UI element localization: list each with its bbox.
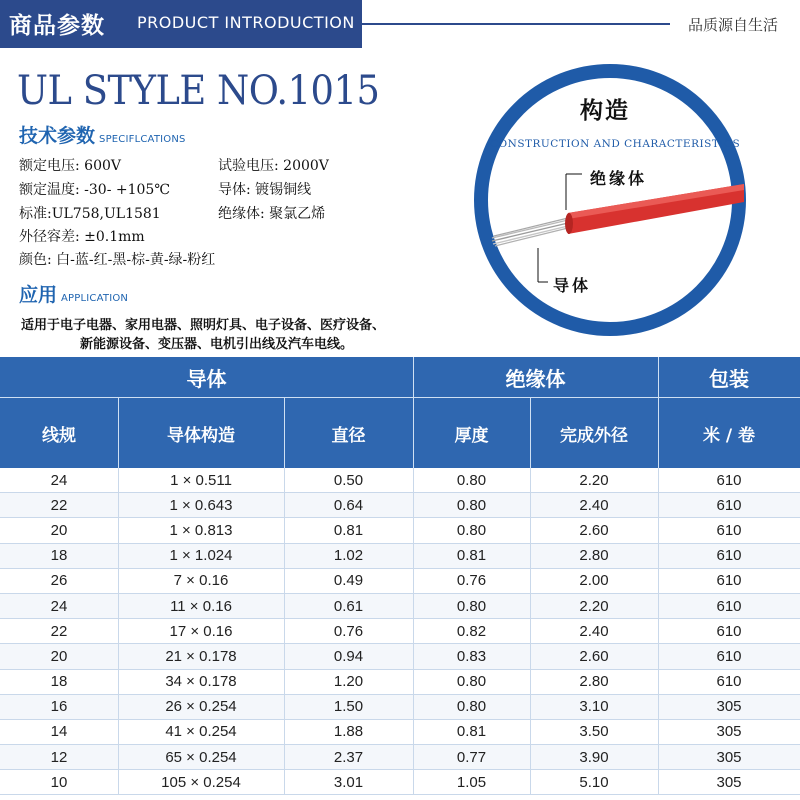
spec-rated-voltage: 额定电压: 600V	[19, 158, 121, 174]
spec-od-tolerance: 外径容差: ±0.1mm	[19, 229, 145, 245]
table-row	[0, 493, 800, 518]
row-divider	[118, 670, 119, 694]
row-divider	[118, 720, 119, 744]
row-divider	[118, 569, 119, 593]
cell-diameter: 0.76	[333, 622, 364, 640]
cell-od: 2.80	[579, 673, 609, 691]
spec-conductor: 导体: 镀锡铜线	[218, 182, 312, 198]
cell-gauge: 12	[50, 748, 68, 766]
cell-construction: 1 × 0.813	[169, 521, 233, 539]
spec-insulation: 绝缘体: 聚氯乙烯	[218, 206, 326, 222]
group-header-insulation: 绝缘体	[505, 366, 566, 391]
row-divider	[118, 619, 119, 643]
cell-construction: 41 × 0.254	[165, 723, 237, 741]
row-divider	[658, 695, 659, 719]
cell-thickness: 0.80	[456, 597, 487, 615]
spec-colors: 颜色: 白-蓝-红-黑-棕-黄-绿-粉红	[19, 252, 216, 268]
product-title: UL STYLE NO.1015	[17, 68, 380, 114]
cell-od: 2.20	[579, 471, 609, 489]
cell-meters: 610	[716, 622, 742, 640]
row-divider	[530, 770, 531, 794]
row-divider	[658, 594, 659, 618]
cell-construction: 1 × 0.643	[169, 496, 233, 514]
cell-meters: 305	[716, 748, 742, 766]
tech-heading-en: SPECIFLCATIONS	[99, 134, 186, 145]
app-heading-label: 应用	[19, 284, 58, 306]
row-divider	[413, 745, 414, 769]
table-row	[0, 468, 800, 493]
table-row	[0, 770, 800, 795]
cell-thickness: 1.05	[456, 773, 487, 791]
row-divider	[118, 745, 119, 769]
col-header-od: 完成外径	[560, 425, 628, 446]
cell-od: 2.20	[579, 597, 609, 615]
cell-diameter: 3.01	[333, 773, 364, 791]
row-divider	[284, 745, 285, 769]
cell-od: 3.50	[579, 723, 609, 741]
cell-construction: 105 × 0.254	[161, 773, 241, 791]
cell-construction: 17 × 0.16	[169, 622, 233, 640]
row-divider	[413, 518, 414, 542]
row-divider	[658, 493, 659, 517]
row-divider	[284, 670, 285, 694]
cell-diameter: 1.88	[333, 723, 364, 741]
header-divider	[530, 398, 531, 468]
row-divider	[413, 695, 414, 719]
cell-construction: 21 × 0.178	[165, 647, 237, 665]
row-divider	[413, 468, 414, 492]
cell-thickness: 0.81	[456, 723, 487, 741]
cell-od: 3.90	[579, 748, 609, 766]
cell-meters: 610	[716, 521, 742, 539]
cell-construction: 34 × 0.178	[165, 673, 237, 691]
cell-gauge: 24	[50, 597, 68, 615]
cell-od: 2.00	[579, 572, 609, 590]
row-divider	[118, 594, 119, 618]
header-subtitle: PRODUCT INTRODUCTION	[137, 13, 355, 32]
row-divider	[658, 644, 659, 668]
cell-gauge: 18	[50, 673, 68, 691]
cell-gauge: 20	[50, 647, 68, 665]
cell-od: 5.10	[579, 773, 609, 791]
row-divider	[530, 745, 531, 769]
wire-conductor	[492, 218, 568, 246]
cell-construction: 26 × 0.254	[165, 698, 237, 716]
cell-meters: 610	[716, 496, 742, 514]
row-divider	[413, 770, 414, 794]
table-row	[0, 644, 800, 669]
row-divider	[658, 770, 659, 794]
cell-meters: 610	[716, 597, 742, 615]
app-text-line1: 适用于电子电器、家用电器、照明灯具、电子设备、医疗设备、	[21, 318, 386, 333]
cell-diameter: 1.20	[333, 673, 364, 691]
insulation-label: 绝缘体	[590, 169, 648, 188]
spec-rated-temp: 额定温度: -30- +105℃	[19, 182, 171, 198]
cell-od: 2.60	[579, 647, 609, 665]
header-slogan: 品质源自生活	[688, 16, 779, 34]
cell-diameter: 0.94	[333, 647, 364, 665]
cell-construction: 7 × 0.16	[173, 572, 229, 590]
spec-test-voltage: 试验电压: 2000V	[218, 158, 329, 174]
cell-thickness: 0.80	[456, 698, 487, 716]
row-divider	[284, 468, 285, 492]
table-row	[0, 619, 800, 644]
row-divider	[530, 468, 531, 492]
row-divider	[118, 644, 119, 668]
cell-gauge: 20	[50, 521, 68, 539]
spec-table	[0, 357, 800, 800]
header-bar	[0, 0, 800, 48]
cell-meters: 610	[716, 673, 742, 691]
cell-od: 2.40	[579, 622, 609, 640]
header-divider	[658, 398, 659, 468]
row-divider	[658, 745, 659, 769]
wire-insulation	[565, 184, 744, 234]
row-divider	[118, 493, 119, 517]
table-row	[0, 670, 800, 695]
cell-thickness: 0.80	[456, 471, 487, 489]
table-row	[0, 518, 800, 543]
group-header-conductor: 导体	[186, 366, 227, 391]
cell-gauge: 26	[50, 572, 68, 590]
row-divider	[530, 695, 531, 719]
row-divider	[284, 720, 285, 744]
row-divider	[530, 644, 531, 668]
cell-thickness: 0.77	[456, 748, 487, 766]
app-heading	[19, 280, 128, 307]
cell-diameter: 0.61	[333, 597, 364, 615]
row-divider	[284, 770, 285, 794]
cell-diameter: 0.64	[333, 496, 364, 514]
construction-title: 构造	[580, 98, 630, 124]
row-divider	[118, 518, 119, 542]
tech-heading	[19, 121, 186, 148]
row-divider	[284, 569, 285, 593]
row-divider	[530, 670, 531, 694]
col-header-diameter: 直径	[331, 425, 366, 446]
header-divider	[362, 23, 670, 25]
conductor-label: 导体	[553, 276, 592, 295]
cell-meters: 305	[716, 723, 742, 741]
row-divider	[284, 594, 285, 618]
cell-thickness: 0.81	[456, 547, 487, 565]
row-divider	[413, 569, 414, 593]
col-header-construction: 导体构造	[167, 425, 235, 446]
row-divider	[413, 670, 414, 694]
cell-thickness: 0.80	[456, 496, 487, 514]
row-divider	[413, 493, 414, 517]
row-divider	[658, 544, 659, 568]
cell-gauge: 18	[50, 547, 68, 565]
cell-construction: 65 × 0.254	[165, 748, 237, 766]
row-divider	[658, 468, 659, 492]
cell-thickness: 0.83	[456, 647, 487, 665]
cell-meters: 610	[716, 471, 742, 489]
cell-construction: 1 × 0.511	[170, 471, 232, 489]
table-row	[0, 544, 800, 569]
cell-gauge: 22	[50, 622, 68, 640]
table-row	[0, 695, 800, 720]
cell-thickness: 0.82	[456, 622, 487, 640]
row-divider	[530, 619, 531, 643]
cell-meters: 305	[716, 773, 742, 791]
cell-diameter: 2.37	[333, 748, 364, 766]
row-divider	[284, 493, 285, 517]
row-divider	[658, 720, 659, 744]
table-row	[0, 569, 800, 594]
col-header-meters: 米 / 卷	[702, 425, 756, 446]
row-divider	[530, 569, 531, 593]
table-column-header	[0, 398, 800, 468]
cell-meters: 305	[716, 698, 742, 716]
cell-gauge: 10	[50, 773, 68, 791]
row-divider	[284, 695, 285, 719]
row-divider	[118, 544, 119, 568]
header-divider	[413, 398, 414, 468]
row-divider	[413, 594, 414, 618]
cell-diameter: 0.49	[333, 572, 364, 590]
row-divider	[413, 619, 414, 643]
row-divider	[413, 544, 414, 568]
cell-meters: 610	[716, 547, 742, 565]
cell-gauge: 14	[50, 723, 68, 741]
table-row	[0, 594, 800, 619]
row-divider	[413, 644, 414, 668]
row-divider	[530, 518, 531, 542]
row-divider	[530, 720, 531, 744]
cell-thickness: 0.80	[456, 521, 487, 539]
cell-gauge: 16	[50, 698, 68, 716]
header-divider	[413, 357, 414, 397]
row-divider	[658, 518, 659, 542]
row-divider	[530, 493, 531, 517]
group-header-packing: 包装	[709, 366, 749, 391]
row-divider	[118, 770, 119, 794]
col-header-gauge: 线规	[42, 425, 76, 446]
cell-thickness: 0.76	[456, 572, 487, 590]
app-text-line2: 新能源设备、变压器、电机引出线及汽车电线。	[80, 337, 354, 352]
row-divider	[658, 670, 659, 694]
cell-diameter: 1.02	[333, 547, 364, 565]
cell-meters: 610	[716, 572, 742, 590]
cell-meters: 610	[716, 647, 742, 665]
row-divider	[284, 518, 285, 542]
row-divider	[658, 619, 659, 643]
header-title-block	[0, 0, 362, 48]
cell-construction: 1 × 1.024	[169, 547, 233, 565]
header-title: 商品参数	[9, 13, 105, 39]
cell-od: 2.80	[579, 547, 609, 565]
row-divider	[530, 594, 531, 618]
table-row	[0, 745, 800, 770]
cell-thickness: 0.80	[456, 673, 487, 691]
table-body	[0, 468, 800, 795]
app-heading-en: APPLICATION	[61, 293, 129, 304]
cell-diameter: 0.50	[333, 471, 364, 489]
row-divider	[530, 544, 531, 568]
col-header-thickness: 厚度	[454, 425, 489, 446]
cell-od: 2.60	[579, 521, 609, 539]
tech-heading-label: 技术参数	[19, 125, 96, 147]
row-divider	[118, 468, 119, 492]
cell-od: 2.40	[579, 496, 609, 514]
header-divider	[284, 398, 285, 468]
cell-construction: 11 × 0.16	[170, 597, 232, 615]
row-divider	[284, 644, 285, 668]
row-divider	[284, 544, 285, 568]
table-row	[0, 720, 800, 745]
table-group-header	[0, 357, 800, 397]
header-divider	[658, 357, 659, 397]
row-divider	[413, 720, 414, 744]
row-divider	[658, 569, 659, 593]
row-divider	[118, 695, 119, 719]
spec-standard: 标准:UL758,UL1581	[19, 206, 161, 222]
cell-diameter: 0.81	[333, 521, 364, 539]
cell-diameter: 1.50	[333, 698, 364, 716]
construction-subtitle: CONSTRUCTION AND CHARACTERISTICS	[490, 138, 741, 150]
row-divider	[284, 619, 285, 643]
cell-od: 3.10	[579, 698, 609, 716]
cell-gauge: 22	[50, 496, 68, 514]
cell-gauge: 24	[50, 471, 68, 489]
header-divider	[118, 398, 119, 468]
